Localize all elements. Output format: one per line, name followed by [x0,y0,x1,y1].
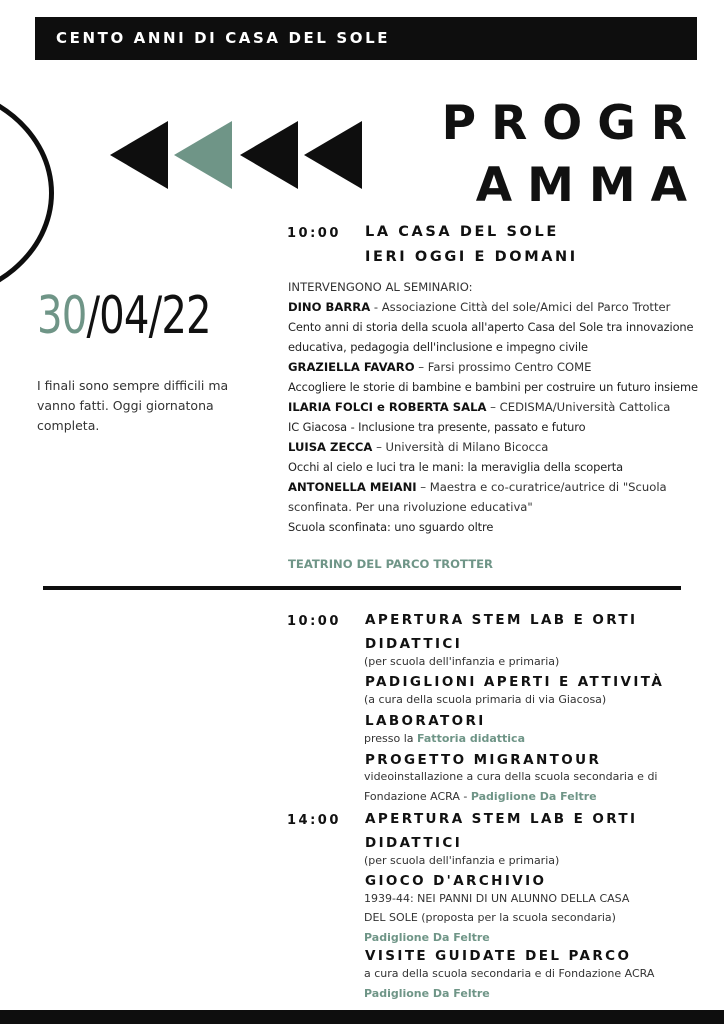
venue-label: Fattoria didattica [417,732,526,745]
talk-title: Scuola sconfinata: uno sguardo oltre [288,520,494,534]
activity-title: PADIGLIONI APERTI E ATTIVITÀ [365,674,665,690]
talk-title: Occhi al cielo e luci tra le mani: la meraviglia della scoperta [288,460,623,474]
activity-subtitle-text: presso la [364,732,418,745]
arrow-triangles [110,121,365,189]
speaker-affiliation: – Università di Milano Bicocca [372,440,549,454]
activity-title: DIDATTICI [365,835,463,851]
talk-title: Cento anni di storia della scuola all'aperto Casa del Sole tra innovazione [288,320,694,334]
activity-subtitle-text: Fondazione ACRA - [364,790,471,803]
speaker-name: DINO BARRA [288,300,371,314]
talk-title: Accogliere le storie di bambine e bambini per costruire un futuro insieme [288,380,698,394]
speaker-line [288,437,708,457]
speaker-line [288,297,708,317]
intro-note: I finali sono sempre difficili ma vanno fatti. Oggi giornatona completa. [37,378,229,433]
speaker-affiliation-cont: sconfinata. Per una rivoluzione educativa" [288,500,533,514]
speaker-line [288,397,708,417]
activity-title: DIDATTICI [365,636,463,652]
date-day: 30 [37,286,87,346]
seminar-time: 10:00 [287,226,341,241]
talk-title: educativa, pedagogia dell'inclusione e impegno civile [288,340,588,354]
speaker-name: ILARIA FOLCI e ROBERTA SALA [288,400,487,414]
header-title: CENTO ANNI DI CASA DEL SOLE [56,29,391,47]
activity-subtitle: (a cura della scuola primaria di via Giacosa) [364,693,607,706]
morning-time: 10:00 [287,614,341,629]
speaker-name: LUISA ZECCA [288,440,373,454]
activity-subtitle: DEL SOLE (proposta per la scuola secondaria) [364,911,616,924]
speaker-affiliation: - Associazione Città del sole/Amici del Parco Trotter [370,300,671,314]
activity-title: LABORATORI [365,713,486,729]
activity-subtitle: 1939-44: NEI PANNI DI UN ALUNNO DELLA CASA [364,892,630,905]
speaker-line [288,357,708,377]
afternoon-time: 14:00 [287,813,341,828]
activity-title: VISITE GUIDATE DEL PARCO [365,948,632,964]
seminar-title-line1: LA CASA DEL SOLE [365,224,559,240]
activity-title: APERTURA STEM LAB E ORTI [365,811,638,827]
decorative-circle [0,82,54,304]
section-divider [43,586,681,590]
activity-title: PROGETTO MIGRANTOUR [365,752,602,768]
program-title-line1: PROGR [441,96,702,151]
activity-subtitle: a cura della scuola secondaria e di Fondazione ACRA [364,967,655,980]
venue-label: Padiglione Da Feltre [364,931,490,944]
talk-title: IC Giacosa - Inclusione tra presente, passato e futuro [288,420,586,434]
footer-bar [0,1010,724,1024]
triangle-3-icon [240,121,298,189]
triangle-1-icon [110,121,168,189]
triangle-2-icon [174,121,232,189]
activity-subtitle: videoinstallazione a cura della scuola secondaria e di [364,770,658,783]
activity-subtitle [364,732,525,745]
program-title-line2: AMMA [475,158,702,213]
activity-title: APERTURA STEM LAB E ORTI [365,612,638,628]
venue-label: Padiglione Da Feltre [470,790,597,803]
activity-subtitle: (per scuola dell'infanzia e primaria) [364,655,560,668]
seminar-venue: TEATRINO DEL PARCO TROTTER [288,557,493,571]
activity-title: GIOCO D'ARCHIVIO [365,873,547,889]
speaker-affiliation: – Maestra e co-curatrice/autrice di "Scuola [416,480,667,494]
activity-subtitle [364,790,597,803]
header-bar [35,17,697,60]
seminar-speakers [288,277,708,537]
speaker-affiliation: – CEDISMA/Università Cattolica [486,400,671,414]
speaker-name: ANTONELLA MEIANI [288,480,417,494]
speaker-name: GRAZIELLA FAVARO [288,360,415,374]
event-date [37,286,211,346]
venue-label: Padiglione Da Feltre [364,987,490,1000]
speaker-affiliation: – Farsi prossimo Centro COME [414,360,592,374]
seminar-intro: INTERVENGONO AL SEMINARIO: [288,280,473,294]
activity-subtitle: (per scuola dell'infanzia e primaria) [364,854,560,867]
seminar-title-line2: IERI OGGI E DOMANI [365,249,578,265]
triangle-4-icon [304,121,362,189]
speaker-line [288,477,708,497]
date-month-year: /04/22 [86,286,211,346]
